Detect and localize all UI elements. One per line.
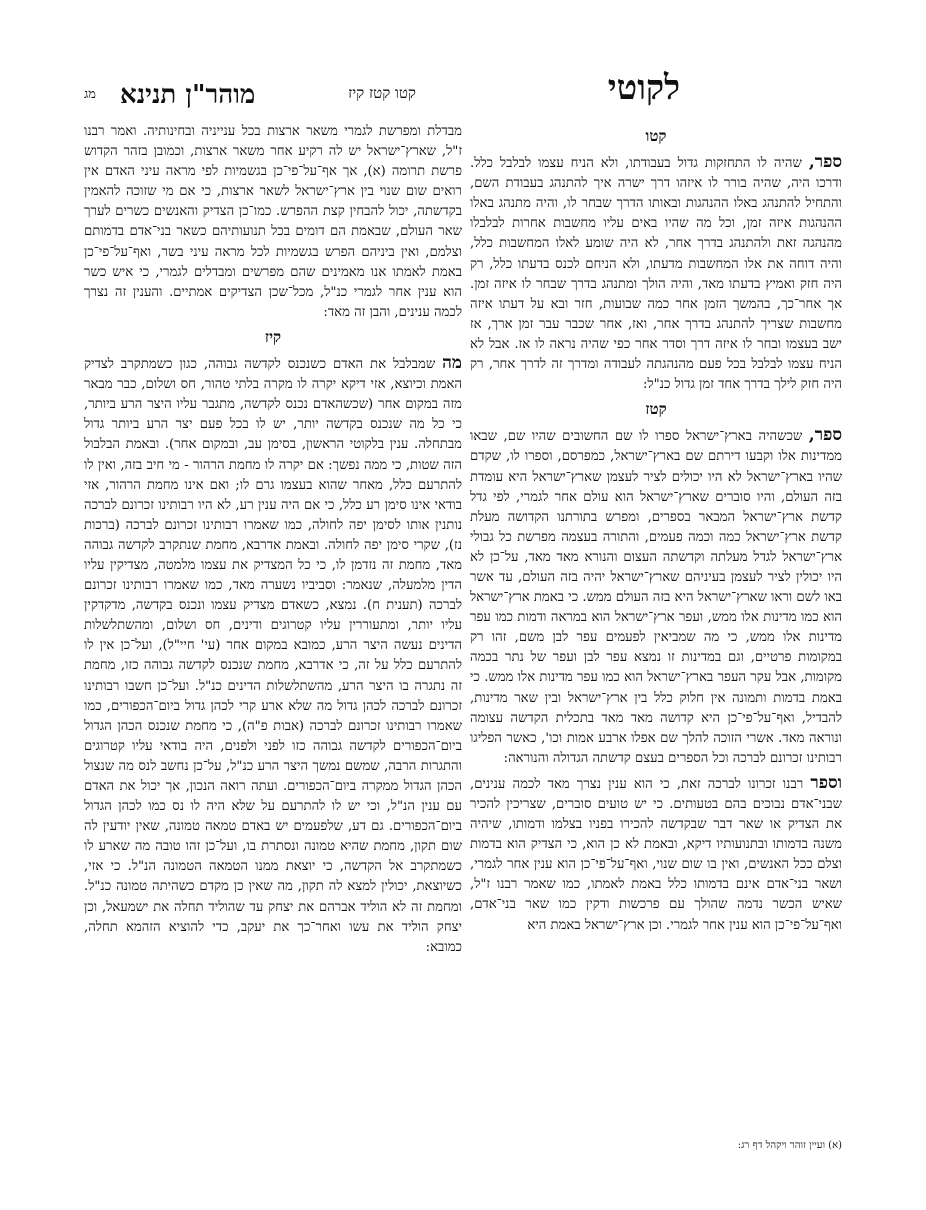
section-heading-115: קטו bbox=[645, 127, 667, 145]
section-heading-116: קטז bbox=[645, 400, 667, 419]
paragraph-117 bbox=[84, 353, 462, 958]
right-column bbox=[470, 122, 842, 940]
paragraph-text: שמבלבל את האדם כשנכנס לקדשה גבוהה, כגון כשמתקרב לצדיק האמת וכיוצא, אזי דיקא יקרה לו מקרה בלתי טהור, חס ושלום, כבר מבאר מזה במקום אחר (שכשהאדם נכנס לקדשה, מתגבר עליו היצר הרע ביותר, כי כל מה שנכנס בקדשה יותר, יש לו בכל פעם יצר הרע ביותר גדול מבתחלה. ענין בלקוטי הראשון, בסימן עב, ובמקום אחר). ובאמת הבלבול הזה שטות, כי ממה נפשך: אם יקרה לו מחמת הרהור - מי חיב בזה, ואין לו להתרעם כלל, מאחר שהוא בעצמו גרם לו; ואם אינו מחמת הרהור, אזי בודאי אינו סימן רע כלל, כי אם היה ענין רע, לא היו רבותינו זכרונם לברכה נותנין אותו לסימן יפה לחולה, כמו שאמרו רבותינו זכרונם לברכה (ברכות נז), שקרי סימן יפה לחולה. ובאמת אדרבא, מחמת שנתקרב לקדשה גבוהה מאד, מחמת זה נזדמן לו, כי כל המצדיק את עצמו מלמטה, מצדיקין עליו הדין מלמעלה, שנאמר: וסביביו נשערה מאד, כמו שאמרו רבותינו זכרונם לברכה (תענית ח). נמצא, כשאדם מצדיק עצמו ונכנס בקדשה, מדקדקין עליו יותר, ומתעוררין עליו קטרוגים ודינים, חס ושלום, ומהשתלשלות הדינים נעשה היצר הרע, כמובא במקום אחר (עי' חיי"ל), ועל־כן אין לו להתרעם כלל על זה, כי אדרבא, מחמת שנכנס לקדשה גבוהה כזו, מחמת זה נתגרה בו היצר הרע, מהשתלשלות הדינים כנ"ל. ועל־כן חשבו רבותינו זכרונם לברכה לכהן גדול מה שלא ארע קרי לכהן גדול ביום־הכפורים, כמו שאמרו רבותינו זכרונם לברכה (אבות פ"ה), כי מחמת שנכנס הכהן הגדול ביום־הכפורים לקדשה גבוהה כזו לפני ולפנים, היה בודאי עליו קטרוגים והתגרות הרבה, שמשם נמשך היצר הרע כנ"ל, על־כן נחשב לנס מה שנצול הכהן הגדול ממקרה ביום־הכפורים. ועתה רואה הנכון, אך יכול את האדם עם ענין הנ"ל, וכי יש לו להתרעם על שלא היה לו נס כמו לכהן הגדול ביום־הכפורים. גם דע, שלפעמים יש באדם טמאה טמונה, שאין יודעין לה שום תקון, מחמת שהיא טמונה ונסתרת בו, ועל־כן זהו טובה מה שארע לו כשמתקרב אל הקדשה, כי יוצאת ממנו הטמאה הטמונה הנ"ל. כי אזי, כשיוצאת, יכולין למצא לה תקון, מה שאין כן מקדם כשהיתה טמונה כנ"ל. ומחמת זה לא הוליד אברהם את יצחק עד שהוליד תחלה את ישמעאל, וכן יצחק הוליד את עשו ואחר־כך את יעקב, כדי להוציא הזהמא תחלה, כמובא: bbox=[84, 357, 462, 955]
lead-word: ספר, bbox=[808, 152, 842, 173]
lead-word: ספר, bbox=[808, 425, 842, 446]
lead-word: וספר bbox=[810, 772, 842, 793]
running-title-left: מוהר"ן תנינא bbox=[120, 80, 256, 110]
section-numbers: קטו קטז קיז bbox=[348, 84, 416, 102]
section-heading-117: קיז bbox=[264, 327, 282, 346]
paragraph-text: רבנו זכרונו לברכה זאת, כי הוא ענין נצרך מאד לכמה ענינים, שבני־אדם נבוכים בהם בטעותים. כי יש טועים סוברים, שצריכין להכיר את הצדיק או שאר דבר שבקדשה להכירו בפניו בצלמו ודמותו, שיהיה משנה בדמותו ובתנועותיו דיקא, ובאמת לא כן הוא, כי הצדיק הוא בדמות וצלם ככל האנשים, ואין בו שום שנוי, ואף־על־פי־כן הוא ענין אחר לגמרי, ושאר בני־אדם אינם בדמותו כלל באמת לאמתו, כמו שאמר רבנו ז"ל, שאיש הכשר נדמה שהולך עם פרכשות ודקין כמו שאר בני־אדם, ואף־על־פי־כן הוא ענין אחר לגמרי. וכן ארץ־ישראל באמת היא bbox=[470, 776, 842, 933]
paragraph-116-continued bbox=[470, 773, 842, 936]
paragraph-text: שכשהיה בארץ־ישראל ספרו לו שם החשובים שהיו שם, שבאו ממדינות אלו וקבעו דירתם שם בארץ־ישראל, כמפרסם, וספרו לו, שקדם שהיו בארץ־ישראל לא היו יכולים לציר לעצמן שארץ־ישראל היא עומדת בזה העולם, והיו סוברים שארץ־ישראל הוא עולם אחר לגמרי, לפי גדל קדשת ארץ־ישראל המבאר בספרים, ומפרש בתורתנו הקדושה מעלת קדשת ארץ־ישראל כמה וכמה פעמים, והתורה בעצמה מפרשת כל גבולי ארץ־ישראל לגדל מעלתה וקדשתה העצום והנורא מאד מאד, על־כן לא היו יכולין לציר לעצמן בעיניהם שארץ־ישראל יהיה בזה העולם, עד אשר באו לשם וראו שארץ־ישראל היא בזה העולם ממש. כי באמת ארץ־ישראל הוא כמו מדינות אלו ממש, ועפר ארץ־ישראל הוא במראה ודמות כמו עפר מדינות אלו ממש, כי מה שמביאין לפעמים עפר לבן משם, זהו רק במקומות פרטיים, וגם במדינות זו נמצא עפר לבן ועפר של נתר בכמה מקומות, אבל עקר העפר בארץ־ישראל הוא כמו עפר מדינות אלו ממש. כי באמת בדמות ותמונה אין חלוק כלל בין ארץ־ישראל ובין שאר מדינות, להבדיל, ואף־על־פי־כן היא קדושה מאד מאד בתכלית הקדשה עצומה ונוראה מאד. אשרי הזוכה להלך שם אפלו ארבע אמות וכו', כאשר הפליגו רבותינו זכרונם לברכה וכל הספרים בעצם קדשתה הגדולה והנוראה: bbox=[470, 429, 842, 766]
page-number: מג bbox=[84, 87, 96, 102]
running-title-right: לקוטי bbox=[607, 68, 680, 108]
page-header bbox=[84, 68, 680, 118]
paragraph-text: שהיה לו התחזקות גדול בעבודתו, ולא הניח עצמו לבלבל כלל. ודרכו היה, שהיה בורר לו איזהו דרך ישרה איך להתנהג בעבודת השם, והתחיל להתנהג באלו ההנהגות ובאותו הדרך שבחר לו, והיה מתנהג באלו ההנהגות איזה זמן, וכל מה שהיו באים עליו מחשבות אחרות לבלבלו מהנהגה זאת ולהתנהג בדרך אחר, לא היה שומע לאלו המחשבות כלל, והיה דוחה את אלו המחשבות מדעתו, ולא הניחם לכנס בדעתו כלל, רק היה חזק ואמיץ בדעתו מאד, והיה הולך ומתנהג בדרך שבחר לו איזה זמן. אך אחר־כך, בהמשך הזמן אחר כמה שבועות, חזר ובא על דעתו איזה מחשבות שצריך להתנהג בדרך אחר, ואז, אחר שכבר עבר זמן ארך, אז ישב בעצמו ובחר לו איזה דרך וסדר אחר כפי שהיה נראה לו אז. אבל לא הניח עצמו לבלבל בכל פעם מהנהגתה לעבודה ומדרך זה לדרך אחר, רק היה חזק לילך בדרך אחד זמן גדול כנ"ל: bbox=[470, 156, 842, 393]
left-column bbox=[84, 122, 462, 962]
lead-word: מה bbox=[442, 353, 462, 374]
paragraph-continuation: מבדלת ומפרשת לגמרי משאר ארצות בכל ענייניה ובחינותיה. ואמר רבנו ז"ל, שארץ־ישראל יש לה רקיע אחר משאר ארצות, וכמובן בזהר הקדוש פרשת תרומה (א), אך אף־על־פי־כן בגשמיות לפי מראה עיני האדם אין רואים שום שנוי בין ארץ־ישראל לשאר ארצות, כי אם מי שזוכה להאמין בקדשתה, יכול להבחין קצת ההפרש. כמו־כן הצדיק והאנשים כשרים לערך שאר העולם, שבאמת הם דומים בכל תנועותיהם כשאר בני־אדם בדמותם וצלמם, ואין ביניהם הפרש בגשמיות לכל מראה עיני בשר, ואף־על־פי־כן באמת לאמתו אנו מאמינים שהם מפרשים ומבדלים לגמרי, כי איש כשר הוא ענין אחר לגמרי כנ"ל, מכל־שכן הצדיקים אמתיים. והענין זה נצרך לכמה ענינים, והבן זה מאד: bbox=[84, 124, 462, 320]
paragraph-115 bbox=[470, 152, 842, 395]
footnote: (א) ועיין זוהר ויקהל דף רג: bbox=[737, 1140, 842, 1151]
paragraph-116 bbox=[470, 425, 842, 769]
